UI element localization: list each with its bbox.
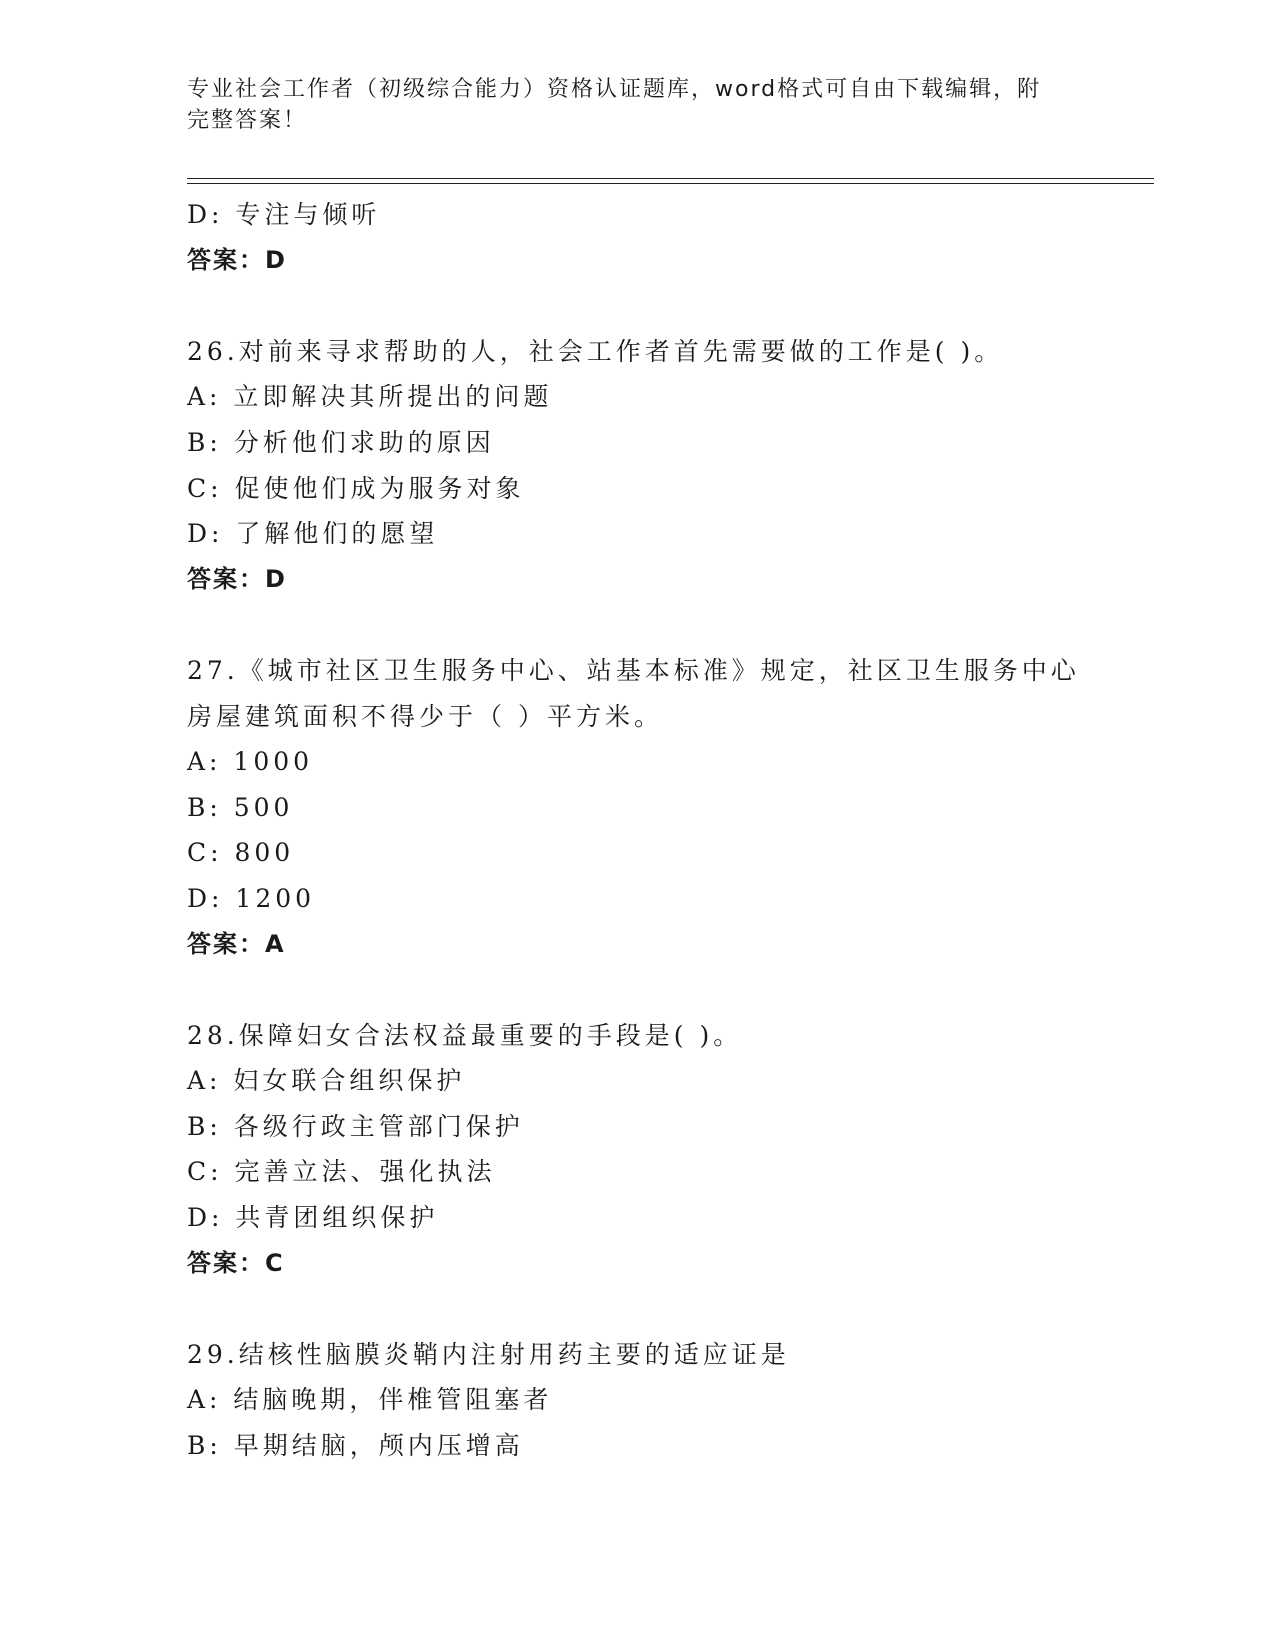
spacer bbox=[187, 602, 1167, 648]
q29-stem: 29.结核性脑膜炎鞘内注射用药主要的适应证是 bbox=[187, 1339, 790, 1369]
q27-option-b: B: 500 bbox=[187, 792, 294, 822]
q27-stem-line-1: 27.《城市社区卫生服务中心、站基本标准》规定，社区卫生服务中心 bbox=[187, 655, 1080, 685]
q25-option-d: D: 专注与倾听 bbox=[187, 200, 381, 229]
q28-option-b: B: 各级行政主管部门保护 bbox=[187, 1111, 524, 1141]
q26-stem: 26.对前来寻求帮助的人，社会工作者首先需要做的工作是( )。 bbox=[187, 336, 1004, 366]
q28-stem: 28.保障妇女合法权益最重要的手段是( )。 bbox=[187, 1020, 743, 1050]
q27-option-c: C: 800 bbox=[187, 838, 295, 868]
q26-option-d: D: 了解他们的愿望 bbox=[187, 519, 439, 549]
q26-option-a: A: 立即解决其所提出的问题 bbox=[187, 382, 553, 412]
q26-answer: 答案：D bbox=[187, 564, 287, 593]
spacer bbox=[187, 967, 1167, 1013]
q29-option-b: B: 早期结脑，颅内压增高 bbox=[187, 1431, 524, 1461]
question-list bbox=[187, 192, 1167, 1469]
q26-option-c: C: 促使他们成为服务对象 bbox=[187, 473, 525, 503]
q26-option-b: B: 分析他们求助的原因 bbox=[187, 427, 495, 457]
q28-answer: 答案：C bbox=[187, 1248, 285, 1277]
q25-answer: 答案：D bbox=[187, 245, 287, 274]
header-rule-bottom bbox=[187, 183, 1154, 184]
q27-option-d: D: 1200 bbox=[187, 883, 316, 913]
spacer bbox=[187, 283, 1167, 329]
q27-option-a: A: 1000 bbox=[187, 747, 314, 777]
q27-answer: 答案：A bbox=[187, 929, 286, 958]
q28-option-c: C: 完善立法、强化执法 bbox=[187, 1157, 496, 1187]
document-header bbox=[187, 74, 1087, 136]
q28-option-d: D: 共青团组织保护 bbox=[187, 1203, 439, 1233]
q29-option-a: A: 结脑晚期，伴椎管阻塞者 bbox=[187, 1385, 553, 1415]
spacer bbox=[187, 1286, 1167, 1332]
header-line-1: 专业社会工作者（初级综合能力）资格认证题库，word格式可自由下载编辑，附 bbox=[187, 77, 1042, 102]
q27-stem-line-2: 房屋建筑面积不得少于（ ）平方米。 bbox=[187, 701, 663, 731]
q28-option-a: A: 妇女联合组织保护 bbox=[187, 1066, 466, 1096]
header-line-2: 完整答案！ bbox=[187, 108, 308, 133]
header-rule-top bbox=[187, 178, 1154, 179]
